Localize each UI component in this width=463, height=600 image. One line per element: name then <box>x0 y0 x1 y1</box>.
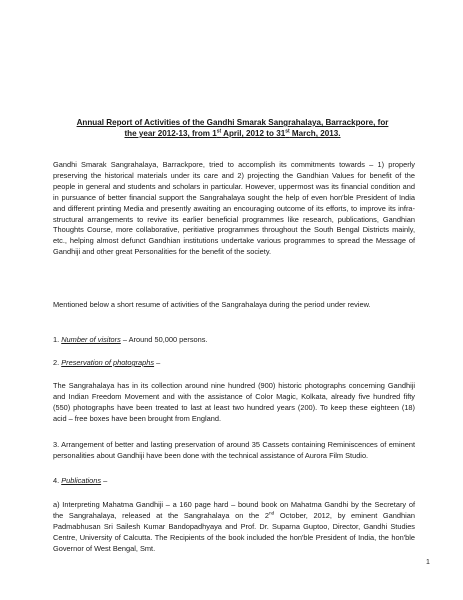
publications-heading: Publications <box>61 476 102 485</box>
item-photographs: 2. Preservation of photographs – <box>53 358 161 367</box>
photographs-paragraph: The Sangrahalaya has in its collection around nine hundred (900) historic photographs concerning Gandhiji and Indian Freedom Movement and with the assistance of Color Magic, Kolkata, already five hundred fifty (550) photographs have been treated to last at least two hundred years (200). To keep these eighteen (18) acid – free boxes have been brought from England. <box>53 381 415 423</box>
item-visitors: 1. Number of visitors – Around 50,000 persons. <box>53 335 208 344</box>
title-line-1: Annual Report of Activities of the Gandhi Smarak Sangrahalaya, Barrackpore, for <box>76 118 389 127</box>
report-title <box>55 117 410 139</box>
item-publications: 4. Publications – <box>53 476 108 485</box>
publications-paragraph: a) Interpreting Mahatma Gandhiji – a 160 page hard – bound book on Mahatma Gandhi by the Secretary of the Sangrahalaya, released at the Sangrahalaya on the 2nd October, 2012, by eminent Gandhian Padmabhusan Sri Sailesh Kumar Bandopadhyaya and Prof. Dr. Suparna Guptoo, Director, Gandhi Studies Centre, University of Calcutta. The Recipients of the book included the hon'ble President of India, the hon'ble Governor of West Bengal, Smt. <box>53 500 415 553</box>
resume-paragraph: Mentioned below a short resume of activities of the Sangrahalaya during the period under review. <box>53 300 371 309</box>
photographs-heading: Preservation of photographs <box>61 358 155 367</box>
item-cassettes: 3. Arrangement of better and lasting preservation of around 35 Cassets containing Reminiscences of eminent personalities about Gandhiji have been done with the technical assistance of Aurora Film Studio. <box>53 440 415 460</box>
visitors-heading: Number of visitors <box>61 335 121 344</box>
intro-paragraph: Gandhi Smarak Sangrahalaya, Barrackpore, tried to accomplish its commitments towards – 1) properly preserving the historical materials under its care and 2) projecting the Gandhian Values for benefit of the people in general and students and scholars in particular. However, uppermost was its financial condition and in pursuance of better financial support the Sangrahalaya sought the help of even hon'ble President of India and different printing Media and presently awaiting an encouraging outcome of its efforts, to improve its infra-structural arrangements to revive its earlier beneficial programmes like research, publications, Gandhian Thoughts Course, more collaborative, peritiative programmes throughout the South Bengal Districts mainly, etc., helping almost defunct Gandhian institutions undertake various programmes to spread the Message of Gandhiji and other great Personalities for the benefit of the society. <box>53 160 415 257</box>
title-line-2: the year 2012-13, from 1st April, 2012 to 31st March, 2013. <box>124 128 341 138</box>
page-number: 1 <box>426 559 430 566</box>
